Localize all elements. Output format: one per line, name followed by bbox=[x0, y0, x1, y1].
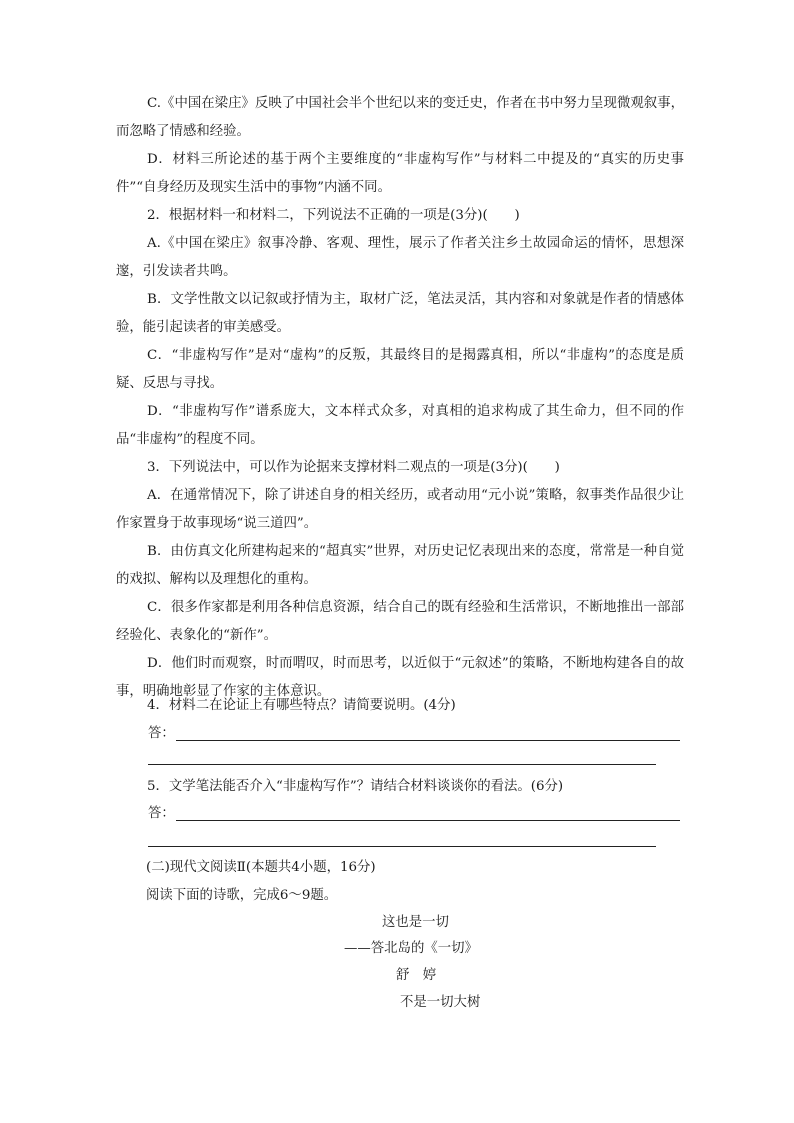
question-2-option-a: A.《中国在梁庄》叙事冷静、客观、理性，展示了作者关注乡土故园命运的情怀，思想深邃，引发读者共鸣。 bbox=[116, 236, 684, 279]
question-3-option-a: A．在通常情况下，除了讲述自身的相关经历，或者动用“元小说”策略，叙事类作品很少让作家置身于故事现场“说三道四”。 bbox=[116, 488, 684, 531]
question-3-option-b: B．由仿真文化所建构起来的“超真实”世界，对历史记忆表现出来的态度，常常是一种自觉的戏拟、解构以及理想化的重构。 bbox=[116, 544, 684, 587]
question-2-option-b: B．文学性散文以记叙或抒情为主，取材广泛，笔法灵活，其内容和对象就是作者的情感体验，能引起读者的审美感受。 bbox=[116, 292, 684, 335]
poem-author: 舒 婷 bbox=[396, 968, 437, 983]
answer-line[interactable] bbox=[148, 846, 656, 847]
option-c-paragraph: C.《中国在梁庄》反映了中国社会半个世纪以来的变迁史，作者在书中努力呈现微观叙事，而忽略了情感和经验。 bbox=[116, 96, 684, 139]
question-3-option-c: C．很多作家都是利用各种信息资源，结合自己的既有经验和生活常识，不断地推出一部部经验化、表象化的“新作”。 bbox=[116, 600, 684, 643]
question-3-option-d: D．他们时而观察，时而喟叹，时而思考，以近似于“元叙述”的策略，不断地构建各自的故事，明确地彰显了作家的主体意识。 bbox=[116, 656, 684, 699]
section-heading: (二)现代文阅读Ⅱ(本题共4小题，16分) bbox=[146, 860, 376, 875]
answer-label: 答： bbox=[148, 726, 175, 741]
question-5: 5．文学笔法能否介入“非虚构写作”？请结合材料谈谈你的看法。(6分) bbox=[147, 779, 564, 794]
poem-subtitle: ——答北岛的《一切》 bbox=[344, 941, 478, 956]
answer-label: 答： bbox=[148, 806, 175, 821]
option-d-paragraph: D．材料三所论述的基于两个主要维度的“非虚构写作”与材料二中提及的“真实的历史事件”“自身经历及现实生活中的事物”内涵不同。 bbox=[116, 152, 684, 195]
reading-instruction: 阅读下面的诗歌，完成6～9题。 bbox=[146, 888, 338, 903]
question-2: 2．根据材料一和材料二，下列说法不正确的一项是(3分)( ) bbox=[147, 208, 520, 223]
poem-first-line: 不是一切大树 bbox=[400, 995, 481, 1010]
question-5-answer-row bbox=[148, 802, 684, 826]
answer-line[interactable] bbox=[148, 764, 656, 765]
answer-line[interactable] bbox=[176, 740, 680, 741]
answer-line[interactable] bbox=[176, 820, 680, 821]
question-2-option-d: D．“非虚构写作”谱系庞大，文本样式众多，对真相的追求构成了其生命力，但不同的作品“非虚构”的程度不同。 bbox=[116, 404, 684, 447]
question-4: 4．材料二在论证上有哪些特点？请简要说明。(4分) bbox=[147, 698, 456, 713]
question-2-option-c: C．“非虚构写作”是对“虚构”的反叛，其最终目的是揭露真相，所以“非虚构”的态度是质疑、反思与寻找。 bbox=[116, 348, 684, 391]
question-3: 3．下列说法中，可以作为论据来支撑材料二观点的一项是(3分)( ) bbox=[147, 460, 560, 475]
poem-title: 这也是一切 bbox=[382, 915, 449, 930]
question-4-answer-row bbox=[148, 722, 684, 746]
